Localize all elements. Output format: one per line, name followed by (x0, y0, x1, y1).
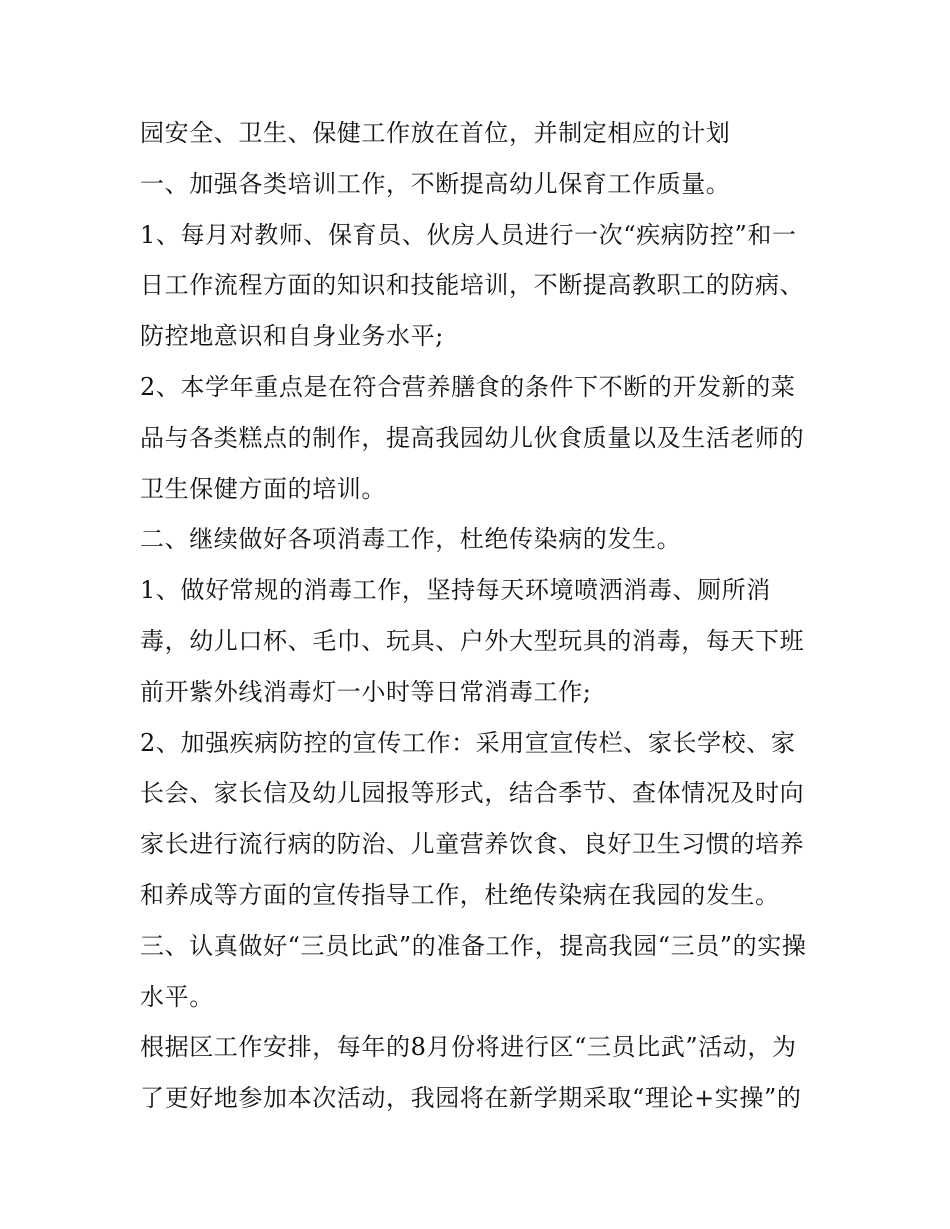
text-line: 长会、家长信及幼儿园报等形式，结合季节、查体情况及时向 (140, 779, 805, 808)
text-line: 了更好地参加本次活动，我园将在新学期采取“理论+实操”的 (140, 1084, 802, 1113)
text-line: 和养成等方面的宣传指导工作，杜绝传染病在我园的发生。 (140, 880, 780, 909)
text-line: 根据区工作安排，每年的8月份将进行区“三员比武”活动，为 (140, 1033, 797, 1062)
text-line: 家长进行流行病的防治、儿童营养饮食、良好卫生习惯的培养 (140, 830, 805, 859)
section-heading: 二、继续做好各项消毒工作，杜绝传染病的发生。 (140, 525, 682, 554)
text-line: 水平。 (140, 982, 214, 1011)
text-line: 园安全、卫生、保健工作放在首位，并制定相应的计划 (140, 119, 731, 147)
text-line: 日工作流程方面的知识和技能培训，不断提高教职工的防病、 (140, 271, 805, 300)
text-line: 1、每月对教师、保育员、伙房人员进行一次“疾病防控”和一 (140, 220, 797, 249)
section-heading: 三、认真做好“三员比武”的准备工作，提高我园“三员”的实操 (140, 931, 807, 960)
text-line: 品与各类糕点的制作，提高我园幼儿伙食质量以及生活老师的 (140, 423, 805, 452)
text-line: 毒，幼儿口杯、毛巾、玩具、户外大型玩具的消毒，每天下班 (140, 626, 805, 655)
text-line: 2、加强疾病防控的宣传工作：采用宣宣传栏、家长学校、家 (140, 728, 796, 757)
text-line: 前开紫外线消毒灯一小时等日常消毒工作; (140, 677, 592, 706)
text-line: 防控地意识和自身业务水平; (140, 322, 444, 351)
text-line: 1、做好常规的消毒工作，坚持每天环境喷洒消毒、厕所消 (140, 576, 771, 605)
text-line: 2、本学年重点是在符合营养膳食的条件下不断的开发新的菜 (140, 372, 796, 401)
text-line: 卫生保健方面的培训。 (140, 474, 386, 503)
section-heading: 一、加强各类培训工作，不断提高幼儿保育工作质量。 (140, 169, 731, 198)
document-body (140, 108, 820, 1124)
